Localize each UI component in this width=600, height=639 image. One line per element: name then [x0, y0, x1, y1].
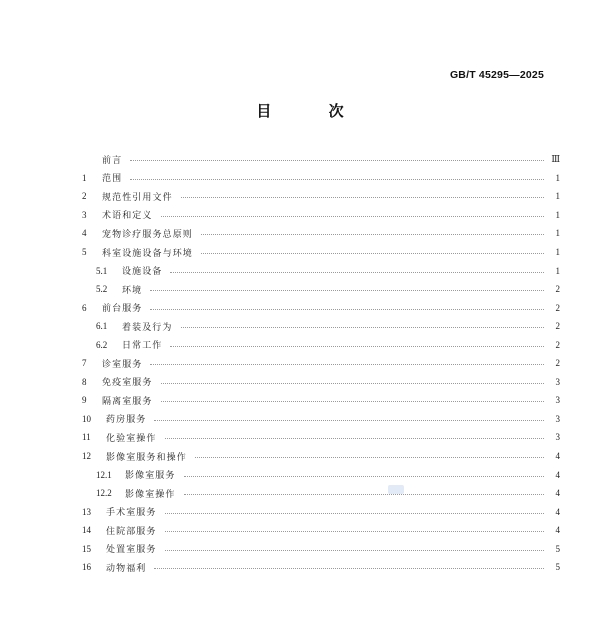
toc-entry-11[interactable] [82, 428, 560, 447]
toc-entry-label: 药房服务 [106, 415, 147, 426]
toc-entry-label: 环境 [122, 285, 143, 296]
toc-entry-label: 前言 [102, 155, 123, 166]
toc-entry-16[interactable] [82, 558, 560, 577]
toc-entry-label: 影像室服务和操作 [106, 452, 187, 463]
toc-entry-6-2[interactable] [82, 335, 560, 354]
toc-entry-number: 15 [82, 543, 91, 554]
toc-entry-page: 3 [555, 376, 560, 387]
toc-leader-dots [161, 215, 544, 217]
toc-leader-dots [181, 196, 544, 198]
toc-leader-dots [161, 400, 544, 402]
watermark-mark [388, 485, 404, 494]
toc-entry-page: 1 [555, 191, 560, 202]
toc-leader-dots [165, 530, 544, 532]
toc-entry-page: Ⅲ [551, 153, 560, 164]
toc-entry-number: 12.1 [96, 469, 112, 480]
toc-entry-label: 规范性引用文件 [102, 192, 173, 203]
toc-leader-dots [161, 382, 544, 384]
toc-entry-label: 处置室服务 [106, 545, 157, 556]
toc-entry-page: 2 [555, 358, 560, 369]
toc-entry-label: 设施设备 [122, 267, 163, 278]
toc-leader-dots [184, 493, 544, 495]
toc-entry-label: 科室设施设备与环境 [102, 248, 193, 259]
toc-entry-page: 4 [555, 525, 560, 536]
toc-entry-label: 手术室服务 [106, 508, 157, 519]
toc-entry-page: 3 [555, 432, 560, 443]
toc-entry-label: 范围 [102, 174, 123, 185]
toc-entry-page: 4 [555, 488, 560, 499]
toc-entry-9[interactable] [82, 391, 560, 410]
toc-entry-5[interactable] [82, 243, 560, 262]
toc-entry-label: 化验室操作 [106, 433, 157, 444]
toc-entry-label: 影像室操作 [125, 489, 176, 500]
toc-entry-page: 3 [555, 395, 560, 406]
toc-leader-dots [181, 326, 544, 328]
toc-leader-dots [165, 437, 544, 439]
toc-entry-foreword[interactable] [82, 150, 560, 169]
toc-leader-dots [195, 456, 544, 458]
toc-entry-number: 11 [82, 432, 91, 443]
toc-leader-dots [130, 178, 544, 180]
toc-entry-number: 5.2 [96, 284, 108, 295]
toc-entry-2[interactable] [82, 187, 560, 206]
toc-leader-dots [201, 233, 544, 235]
toc-entry-number: 1 [82, 172, 87, 183]
toc-entry-12-2[interactable] [82, 484, 560, 503]
toc-entry-page: 2 [555, 321, 560, 332]
toc-entry-number: 16 [82, 562, 91, 573]
toc-entry-number: 13 [82, 506, 91, 517]
toc-entry-number: 3 [82, 209, 87, 220]
toc-entry-number: 5 [82, 247, 87, 257]
toc-entry-page: 1 [555, 209, 560, 220]
standard-code: GB/T 45295—2025 [449, 69, 544, 81]
toc-entry-12-1[interactable] [82, 465, 560, 484]
toc-leader-dots [154, 567, 544, 569]
toc-leader-dots [154, 419, 544, 421]
toc-leader-dots [150, 308, 544, 310]
toc-entry-page: 1 [555, 265, 560, 276]
toc-leader-dots [165, 512, 544, 514]
toc-entry-14[interactable] [82, 521, 560, 540]
toc-entry-1[interactable] [82, 169, 560, 188]
toc-entry-page: 2 [555, 302, 560, 313]
toc-entry-4[interactable] [82, 224, 560, 243]
toc-entry-3[interactable] [82, 206, 560, 225]
toc-entry-6-1[interactable] [82, 317, 560, 336]
toc-leader-dots [150, 363, 544, 365]
toc-leader-dots [170, 345, 544, 347]
toc-entry-label: 前台服务 [102, 304, 143, 315]
toc-entry-page: 4 [555, 451, 560, 462]
toc-entry-page: 1 [555, 247, 560, 257]
toc-leader-dots [130, 159, 544, 161]
toc-entry-page: 1 [555, 172, 560, 183]
toc-entry-number: 12.2 [96, 488, 112, 499]
toc-entry-label: 影像室服务 [125, 471, 176, 482]
toc-entry-7[interactable] [82, 354, 560, 373]
toc-entry-page: 5 [555, 562, 560, 573]
toc-entry-number: 2 [82, 191, 87, 202]
toc-entry-number: 7 [82, 358, 87, 369]
toc-entry-5-1[interactable] [82, 261, 560, 280]
toc-entry-number: 5.1 [96, 265, 108, 276]
toc-entry-number: 8 [82, 376, 87, 387]
page-title: 目 次 [256, 102, 370, 120]
toc-leader-dots [184, 475, 544, 477]
toc-entry-13[interactable] [82, 502, 560, 521]
toc-leader-dots [201, 252, 544, 254]
toc-entry-15[interactable] [82, 539, 560, 558]
toc-entry-number: 6 [82, 302, 87, 313]
toc-entry-8[interactable] [82, 373, 560, 392]
toc-entry-label: 宠物诊疗服务总原则 [102, 229, 193, 240]
toc-entry-page: 2 [555, 339, 560, 350]
toc-entry-page: 3 [555, 413, 560, 424]
toc-entry-label: 诊室服务 [102, 359, 143, 370]
toc-entry-number: 14 [82, 525, 91, 536]
toc-entry-10[interactable] [82, 410, 560, 429]
toc-entry-label: 住院部服务 [106, 526, 157, 537]
toc-entry-number: 6.2 [96, 339, 108, 350]
toc-entry-6[interactable] [82, 298, 560, 317]
toc-entry-5-2[interactable] [82, 280, 560, 299]
toc-entry-label: 着装及行为 [122, 322, 173, 333]
toc-leader-dots [170, 271, 544, 273]
toc-entry-12[interactable] [82, 447, 560, 466]
toc-entry-number: 9 [82, 395, 87, 406]
toc-entry-number: 10 [82, 413, 91, 424]
toc-entry-number: 6.1 [96, 321, 108, 332]
toc-entry-page: 4 [555, 469, 560, 480]
toc-entry-number: 4 [82, 228, 87, 239]
toc-leader-dots [150, 289, 544, 291]
toc-entry-page: 2 [555, 284, 560, 295]
toc-entry-label: 动物福利 [106, 563, 147, 574]
toc-entry-label: 日常工作 [122, 341, 163, 352]
table-of-contents [82, 150, 560, 577]
toc-entry-page: 5 [555, 543, 560, 554]
toc-entry-number: 12 [82, 451, 91, 462]
toc-entry-label: 隔离室服务 [102, 396, 153, 407]
toc-entry-label: 术语和定义 [102, 211, 153, 222]
toc-entry-page: 1 [555, 228, 560, 239]
toc-leader-dots [165, 549, 544, 551]
toc-entry-page: 4 [555, 506, 560, 517]
toc-entry-label: 免疫室服务 [102, 378, 153, 389]
